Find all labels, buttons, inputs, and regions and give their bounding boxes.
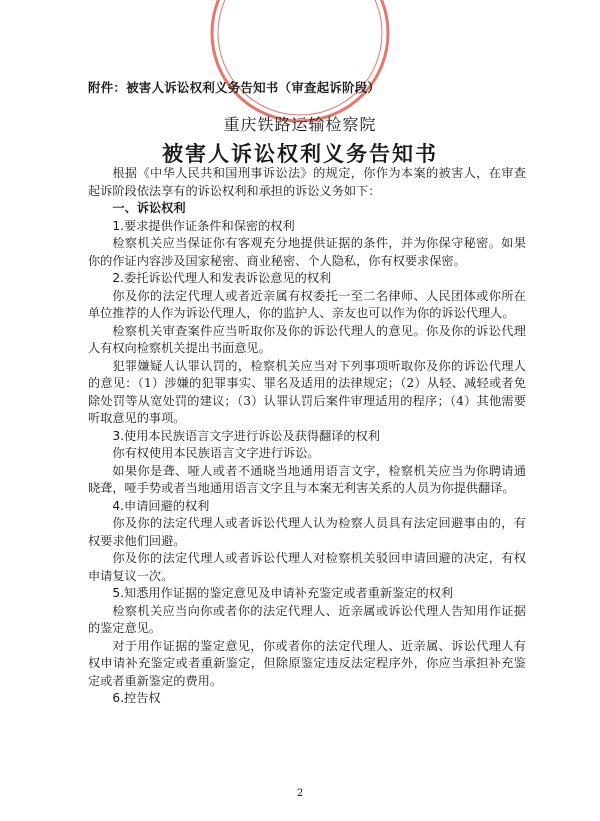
paragraph: 你及你的法定代理人或者近亲属有权委托一至二名律师、人民团体或你所在单位推荐的人作为诉讼代理人，你的监护人、亲友也可以作为你的诉讼代理人。 [88,288,526,320]
item-heading: 3.使用本民族语言文字进行诉讼及获得翻译的权利 [112,428,380,443]
paragraph: 你及你的法定代理人或者诉讼代理人认为检察人员具有法定回避事由的，有权要求他们回避。 [88,516,526,548]
paragraph: 检察机关审查案件应当听取你及你的诉讼代理人的意见。你及你的诉讼代理人有权向检察机关提出书面意见。 [88,323,526,355]
item-heading: 5.知悉用作证据的鉴定意见及申请补充鉴定或者重新鉴定的权利 [112,586,454,600]
organization-name: 重庆铁路运输检察院 [223,115,377,134]
paragraph: 对于用作证据的鉴定意见，你或者你的法定代理人、近亲属、诉讼代理人有权申请补充鉴定或者重新鉴定，但除原鉴定违反法定程序外，你应当承担补充鉴定或者重新鉴定的费用。 [88,638,526,688]
page-number: 2 [296,788,304,799]
document-body [88,165,526,708]
item-heading: 6.控告权 [112,691,161,705]
paragraph: 检察机关应当向你或者你的法定代理人、近亲属或诉讼代理人告知用作证据的鉴定意见。 [88,603,526,635]
official-seal [205,0,395,128]
item-heading: 1.要求提供作证条件和保密的权利 [112,218,295,233]
paragraph: 如果你是聋、哑人或者不通晓当地通用语言文字，检察机关应当为你聘请通晓聋，哑手势或者当地通用语言文字且与本案无利害关系的人员为你提供翻译。 [88,463,526,495]
section-heading: 一、诉讼权利 [112,201,186,215]
intro-paragraph: 根据《中华人民共和国刑事诉讼法》的规定，你作为本案的被害人，在审查起诉阶段依法享有的诉讼权利和承担的诉讼义务如下： [88,166,526,198]
document-title: 被害人诉讼权利义务告知书 [162,142,438,166]
paragraph: 你及你的法定代理人或者诉讼代理人对检察机关驳回申请回避的决定，有权申请复议一次。 [88,551,526,583]
attachment-heading: 附件：被害人诉讼权利义务告知书（审查起诉阶段） [88,80,381,95]
item-heading: 2.委托诉讼代理人和发表诉讼意见的权利 [112,271,332,285]
paragraph: 你有权使用本民族语言文字进行诉讼。 [112,446,320,460]
paragraph: 犯罪嫌疑人认罪认罚的，检察机关应当对下列事项听取你及你的诉讼代理人的意见：（1）涉嫌的犯罪事实、罪名及适用的法律规定；（2）从轻、减轻或者免除处罚等从宽处罚的建议；（3）认罪认罚后案件审理适用的程序；（4）其他需要听取意见的事项。 [88,358,526,425]
paragraph: 检察机关应当保证你有客观充分地提供证据的条件，并为你保守秘密。如果你的作证内容涉及国家秘密、商业秘密、个人隐私，你有权要求保密。 [88,236,526,268]
item-heading: 4.申请回避的权利 [112,498,210,513]
